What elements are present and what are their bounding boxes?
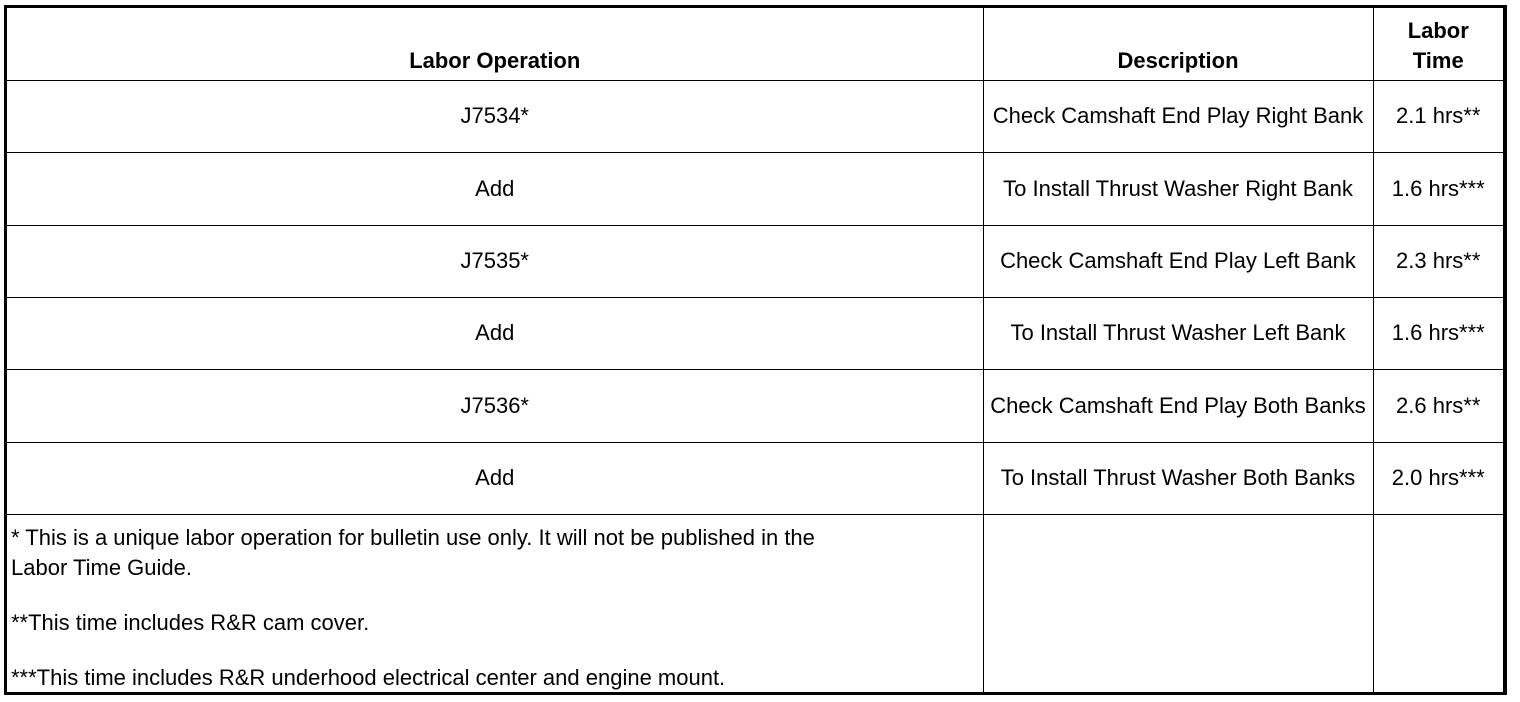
description-cell: Check Camshaft End Play Right Bank bbox=[983, 80, 1373, 152]
labor-operation-cell: J7535* bbox=[7, 225, 983, 297]
table-row bbox=[7, 297, 1503, 369]
labor-table bbox=[7, 8, 1503, 694]
labor-time-cell: 2.1 hrs** bbox=[1373, 80, 1503, 152]
description-cell: To Install Thrust Washer Both Banks bbox=[983, 442, 1373, 514]
labor-time-cell: 2.3 hrs** bbox=[1373, 225, 1503, 297]
labor-operation-cell: Add bbox=[7, 152, 983, 225]
labor-time-cell: 2.0 hrs*** bbox=[1373, 442, 1503, 514]
footnotes-cell bbox=[7, 514, 983, 694]
description-cell: To Install Thrust Washer Right Bank bbox=[983, 152, 1373, 225]
footnote-unique-operation: * This is a unique labor operation for bulletin use only. It will not be published in the bbox=[11, 524, 815, 550]
labor-time-cell: 1.6 hrs*** bbox=[1373, 152, 1503, 225]
table-row bbox=[7, 442, 1503, 514]
labor-operation-cell: J7534* bbox=[7, 80, 983, 152]
header-description: Description bbox=[983, 8, 1373, 80]
description-cell: To Install Thrust Washer Left Bank bbox=[983, 297, 1373, 369]
table-row bbox=[7, 80, 1503, 152]
footnote-cam-cover: **This time includes R&R cam cover. bbox=[11, 609, 370, 635]
header-labor-operation: Labor Operation bbox=[7, 8, 983, 80]
labor-table-frame bbox=[4, 5, 1507, 695]
footnotes-row bbox=[7, 514, 1503, 694]
description-cell: Check Camshaft End Play Both Banks bbox=[983, 369, 1373, 442]
footnote-unique-operation-cont: Labor Time Guide. bbox=[11, 554, 192, 580]
header-labor-time-line2: Time bbox=[1412, 47, 1464, 73]
labor-time-cell: 1.6 hrs*** bbox=[1373, 297, 1503, 369]
table-row bbox=[7, 152, 1503, 225]
labor-time-cell: 2.6 hrs** bbox=[1373, 369, 1503, 442]
footnote-electrical-center: ***This time includes R&R underhood electrical center and engine mount. bbox=[11, 664, 726, 690]
empty-description-cell bbox=[983, 514, 1373, 694]
table-row bbox=[7, 369, 1503, 442]
header-labor-time bbox=[1373, 8, 1503, 80]
empty-time-cell bbox=[1373, 514, 1503, 694]
header-row bbox=[7, 8, 1503, 80]
header-labor-time-line1: Labor bbox=[1407, 17, 1469, 43]
description-cell: Check Camshaft End Play Left Bank bbox=[983, 225, 1373, 297]
labor-operation-cell: J7536* bbox=[7, 369, 983, 442]
labor-operation-cell: Add bbox=[7, 297, 983, 369]
table-row bbox=[7, 225, 1503, 297]
labor-operation-cell: Add bbox=[7, 442, 983, 514]
